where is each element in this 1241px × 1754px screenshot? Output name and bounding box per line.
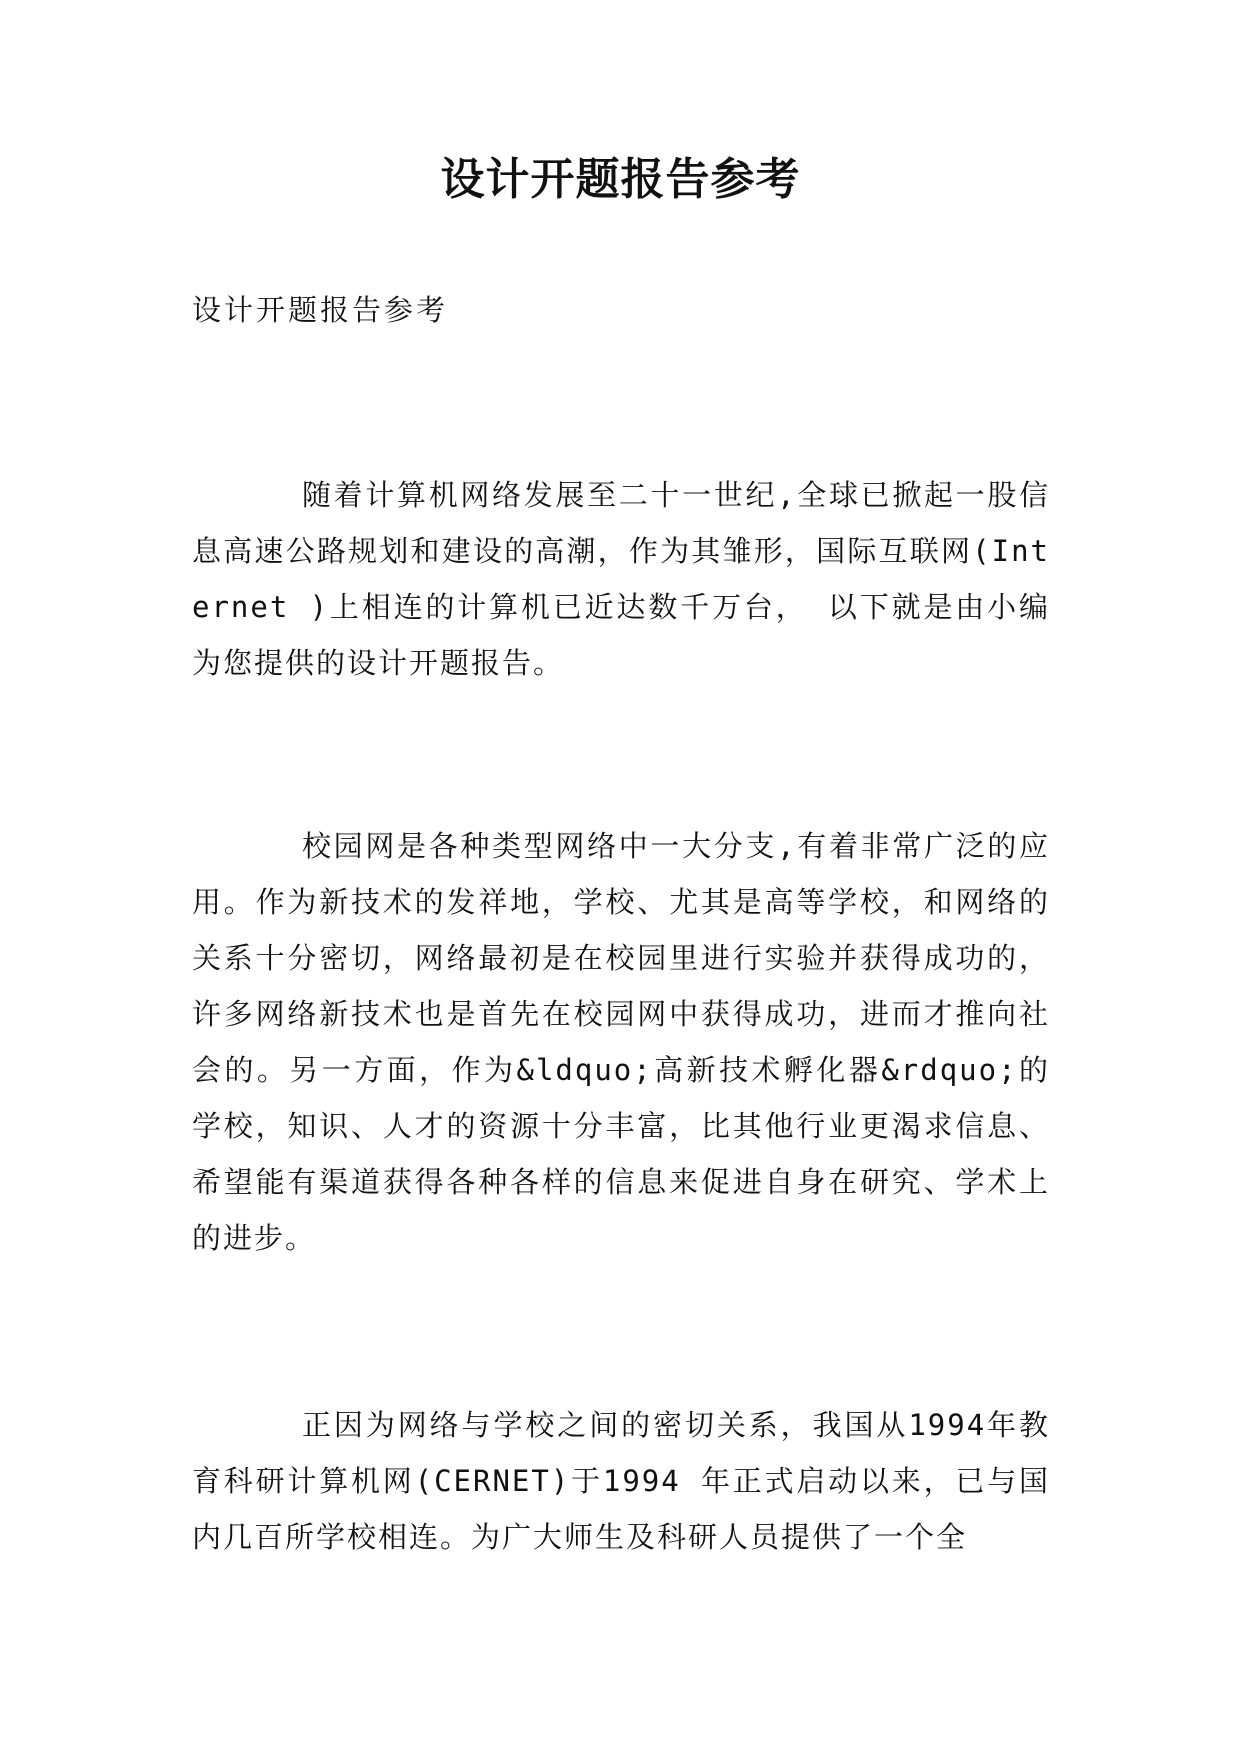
paragraph-cernet: 正因为网络与学校之间的密切关系，我国从1994年教育科研计算机网(CERNET)于1994 年正式启动以来，已与国内几百所学校相连。为广大师生及科研人员提供了一个全 [192,1408,1050,1554]
paragraph-campus-network: 校园网是各种类型网络中一大分支,有着非常广泛的应用。作为新技术的发祥地，学校、尤其是高等学校，和网络的关系十分密切，网络最初是在校园里进行实验并获得成功的，许多网络新技术也是首先在校园网中获得成功，进而才推向社会的。另一方面，作为&ldquo;高新技术孵化器&rdquo;的学校，知识、人才的资源十分丰富，比其他行业更渴求信息、希望能有渠道获得各种各样的信息来促进自身在研究、学术上的进步。 [192,829,1050,1255]
document-subtitle: 设计开题报告参考 [192,293,449,327]
paragraph-intro: 随着计算机网络发展至二十一世纪,全球已掀起一股信息高速公路规划和建设的高潮，作为其雏形，国际互联网(Internet )上相连的计算机已近达数千万台， 以下就是由小编为您提供的设计开题报告。 [192,478,1050,680]
document-title: 设计开题报告参考 [440,154,801,205]
